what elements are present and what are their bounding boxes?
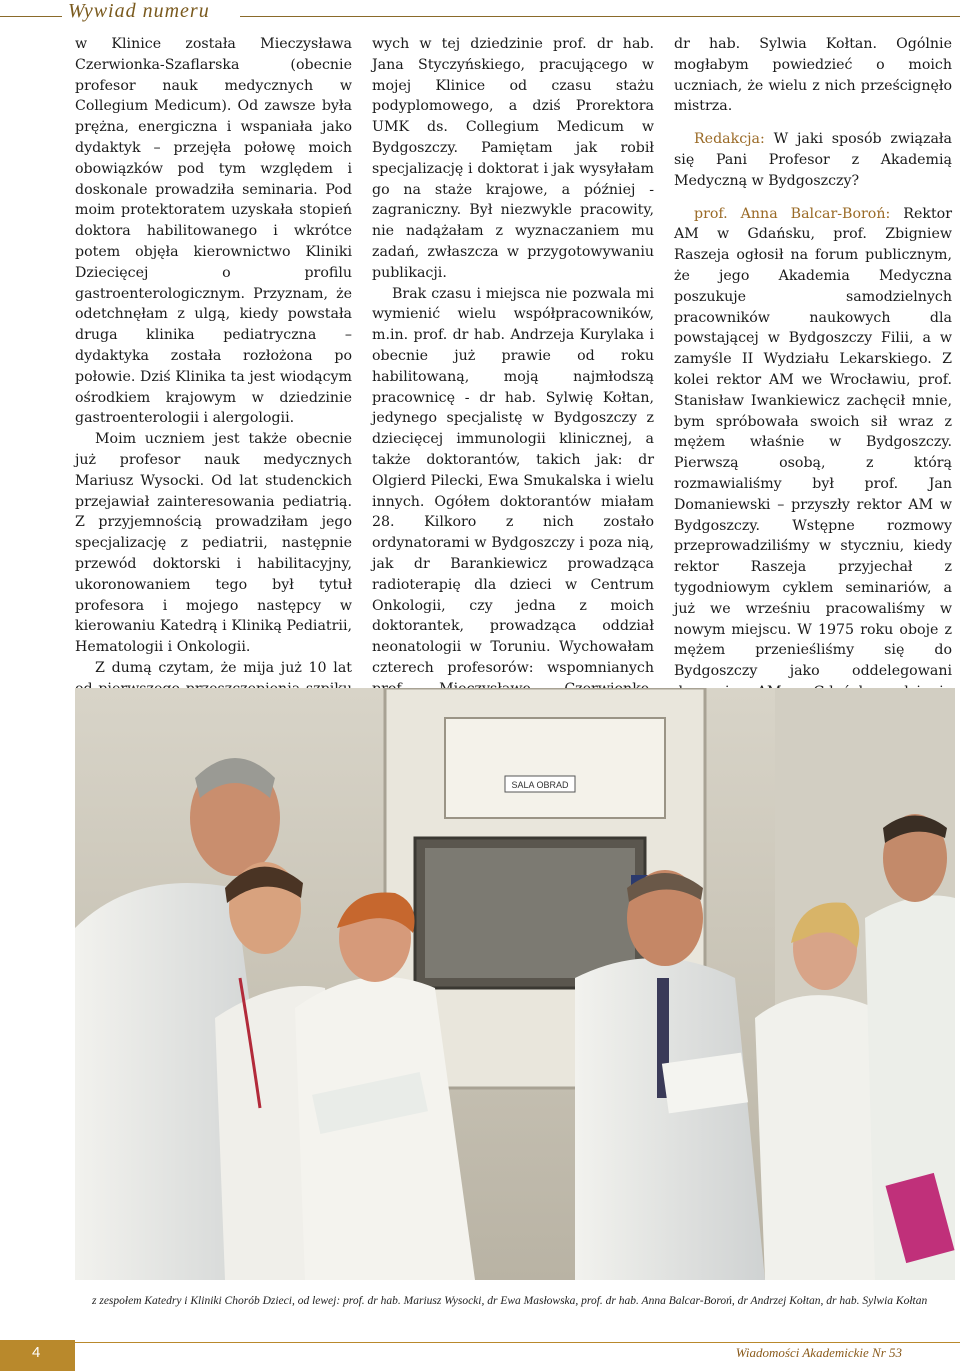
- photo-caption: z zespołem Katedry i Kliniki Chorób Dzieci, od lewej: prof. dr hab. Mariusz Wysocki, dr Ewa Masłowska, prof. dr hab. Anna Balcar-Boroń, dr Andrzej Kołtan, dr hab. Sylwia Kołtan: [92, 1295, 928, 1307]
- door-label: SALA OBRAD: [511, 780, 569, 790]
- answer-label: prof. Anna Balcar-Boroń:: [694, 205, 891, 222]
- paragraph: Brak czasu i miejsca nie pozwala mi wymienić wielu współpracowników, m.in. prof. dr hab. Andrzeja Kurylaka i obecnie już prawie od roku habilitowaną, moją najmłodszą pracownicę - dr hab. Sylwię Kołtan, jedynego specjalistę w Bydgoszczy z dziecięcej immunologii klinicznej, a także doktorantów, takich jak: dr Olgierd Pilecki, Ewa Smukalska i wielu innych. Ogółem doktorantów miałam 28. Kilkoro z nich zostało ordynatorami w Bydgoszczy i poza nią, jak dr Barankiewicz prowadząca radioterapię dla dzieci w Centrum Onkologii, czy jedna z moich doktorantek, prowadząca oddział neonatologii w Toruniu. Wychowałam czterech profesorów: wspomnianych: [372, 285, 654, 676]
- question-text: W jaki sposób związała się Pani Profesor z Akademią Medyczną w Bydgoszczy?: [674, 131, 952, 189]
- question-label: Redakcja:: [694, 131, 765, 148]
- answer-text: Rektor AM w Gdańsku, prof. Zbigniew Raszeja ogłosił na forum publicznym, że jego Akademia Medyczna poszukuje samodzielnych pracowników naukowych dla powstającej w Bydgoszczy Filii, a w zamyśle II Wydziału Lekarskiego. Z kolei rektor AM we Wrocławiu, prof. Stanisław Iwankiewicz zachęcił mnie, bym spróbowała swoich sił wraz z mężem właśnie w Bydgoszczy. Pierwszą osobą, z którą rozmawialiśmy był prof. Jan Domaniewski – przyszły rektor AM w Bydgoszczy. Wstępne rozmowy przeprowadziliśmy w styczniu, kiedy rektor Raszeja przyjechał z tygodniowym cyklem seminariów, a już we wrześniu pracowaliśmy w nowym miejscu. W 1975 roku oboje z mężem przenieśliśmy się do Bydgoszczy jako oddelegowani: [674, 205, 952, 680]
- header-rule-right: [240, 16, 960, 17]
- question: [674, 129, 952, 191]
- text-column-3: [674, 34, 952, 765]
- text-column-2: [372, 34, 654, 783]
- text-column-1: [75, 34, 352, 783]
- photo-illustration: [75, 688, 955, 1280]
- page-number: 4: [32, 1344, 41, 1361]
- paragraph: Moim uczniem jest także obecnie już profesor nauk medycznych Mariusz Wysocki. Od lat studenckich przejawiał zainteresowania pediatrią. Z przyjemnością prowadziłam jego specjalizację z pediatrii, następnie przewód doktorski i habilitacyjny, ukoronowaniem tego był tytuł profesora i mojego następcy w kierowaniu Katedrą i Kliniką Pediatrii, Hematologii i Onkologii.: [75, 431, 352, 656]
- section-title: Wywiad numeru: [68, 0, 210, 22]
- paragraph: wych w tej dziedzinie prof. dr hab. Jana Styczyńskiego, pracującego w mojej Klinice od czasu stażu podyplomowego, a dziś Prorektora UMK ds. Collegium Medicum w Bydgoszczy. Pamiętam jak robił specjalizację i doktorat i jak wysyłałam go na staże krajowe, a później - zagraniczny. Był niezwykle pracowity, nie nadążałam z wyznaczaniem mu zadań, zwłaszcza w przygotowywaniu publikacji.: [372, 36, 654, 281]
- header-rule-left: [0, 16, 62, 17]
- footer-rule: [75, 1342, 960, 1343]
- answer: [674, 204, 952, 766]
- group-photo: [75, 688, 955, 1280]
- paragraph: Z dumą czytam, że mija już 10 lat: [95, 659, 352, 676]
- paragraph: dr hab. Sylwia Kołtan. Ogólnie mogłabym powiedzieć o moich uczniach, że wielu z nich prześcignęło mistrza.: [674, 36, 952, 115]
- magazine-title: Wiadomości Akademickie Nr 53: [735, 1345, 902, 1360]
- paragraph: w Klinice została Mieczysława Czerwionka-Szaflarska (obecnie profesor nauk medycznych w Collegium Medicum). Od zawsze była prężna, energiczna i wspaniała jako dydaktyk – przejęła połowę moich obowiązków pod tym względem i doskonale prowadziła seminaria. Pod moim protektoratem uzyskała stopień doktora habilitowanego i wkrótce potem objęła kierownictwo Kliniki Dziecięcej o profilu gastroenterologicznym. Przyznam, że odetchnęłam z ulgą, kiedy powstała druga klinika pediatryczna – dydaktyka została rozłożona po połowie. Dziś Klinika ta jest wiodącym ośrodkiem krajowym w dziedzinie gastroenterologii i alergologii.: [75, 36, 352, 427]
